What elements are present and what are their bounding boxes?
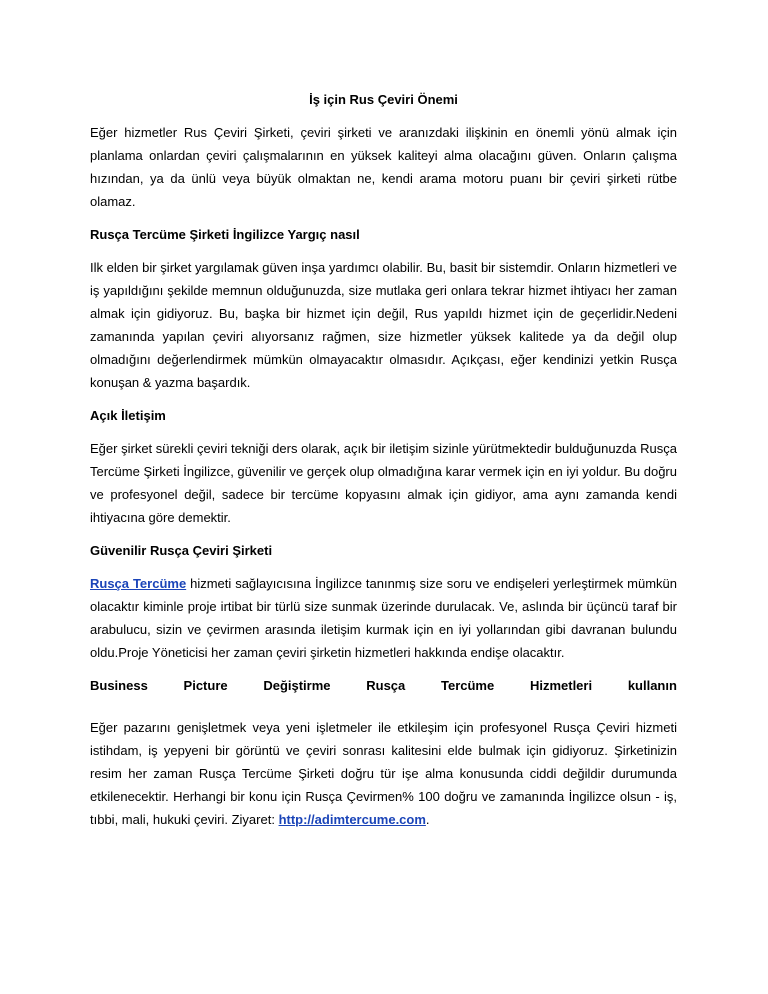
- heading-word: kullanın: [627, 678, 677, 693]
- paragraph-reliable-text: hizmeti sağlayıcısına İngilizce tanınmış size soru ve endişeleri yerleştirmek mümkün olacaktır kiminle proje irtibat bir türlü size sunmak üzerinde durulacak. Ve, aslında bir üçüncü taraf bir arabulucu, sizin ve çevirmen arasında iletişim kurmak için en iyi yollarından gibi davranan bulundu oldu.Proje Yöneticisi her zaman çeviri şirketin hizmetleri hakkında endişe olacaktır.: [90, 576, 677, 660]
- rusca-tercume-link[interactable]: Rusça Tercüme: [90, 576, 187, 591]
- paragraph-reliable: [90, 572, 677, 664]
- heading-word: Tercüme: [441, 678, 495, 693]
- heading-reliable: Güvenilir Rusça Çeviri Şirketi: [90, 543, 273, 558]
- heading-judge: Rusça Tercüme Şirketi İngilizce Yargıç nasıl: [90, 227, 360, 242]
- heading-business: [90, 674, 677, 697]
- document-title: İş için Rus Çeviri Önemi: [309, 92, 458, 107]
- paragraph-intro: Eğer hizmetler Rus Çeviri Şirketi, çeviri şirketi ve aranızdaki ilişkinin en önemli yönü almak için planlama onlardan çeviri çalışmalarının en yüksek kaliteyi alma olacağını güven. Onların çalışma hızından, ya da ünlü veya büyük olmaktan ne, kendi arama motoru puanı bir çeviri şirketi rütbe olamaz.: [90, 125, 677, 209]
- paragraph-business-text: Eğer pazarını genişletmek veya yeni işletmeler ile etkileşim için profesyonel Rusça Çeviri hizmeti istihdam, iş yepyeni bir görüntü ve çeviri sonrası kalitesini elde bulmak için gidiyoruz. Şirketinizin resim her zaman Rusça Tercüme Şirketi doğru tür işe alma konusunda ciddi değildir durumunda etkilenecektir. Herhangi bir konu için Rusça Çevirmen% 100 doğru ve zamanında İngilizce olsun - iş, tıbbi, mali, hukuki çeviri. Ziyaret:: [90, 720, 677, 827]
- paragraph-judge: Ilk elden bir şirket yargılamak güven inşa yardımcı olabilir. Bu, basit bir sistemdir. Onların hizmetleri ve iş yapıldığını şekilde memnun olduğunuzda, size mutlaka geri onlara tekrar hizmet ihtiyacı her zaman almak için gidiyoruz. Bu, başka bir hizmet için değil, Rus yapıldı hizmet için de geçerlidir.Nedeni zamanında yapılan çeviri alıyorsanız rağmen, size hizmetler yüksek kalitede ya da değil olup olmadığını değerlendirmek mümkün olmayacaktır olmasıdır. Açıkçası, eğer kendinizi yetkin Rusça konuşan & yazma başardık.: [90, 260, 677, 390]
- heading-word: Hizmetleri: [529, 678, 593, 693]
- heading-word: Picture: [183, 678, 228, 693]
- paragraph-communication: Eğer şirket sürekli çeviri tekniği ders olarak, açık bir iletişim sizinle yürütmektedir bulduğunuzda Rusça Tercüme Şirketi İngilizce, güvenilir ve gerçek olup olmadığına karar vermek için en iyi yoldur. Bu doğru ve profesyonel değil, sadece bir tercüme kopyasını almak için gidiyor, ama aynı zamanda kendi ihtiyacına göre demektir.: [90, 441, 677, 525]
- heading-word: Business: [90, 678, 148, 693]
- heading-word: Değiştirme: [263, 678, 331, 693]
- paragraph-end-punct: .: [425, 812, 430, 827]
- heading-communication: Açık İletişim: [90, 408, 166, 423]
- heading-word: Rusça: [366, 678, 406, 693]
- document-page: [90, 88, 677, 841]
- website-link[interactable]: http://adimtercume.com: [278, 812, 426, 827]
- paragraph-business: [90, 716, 677, 831]
